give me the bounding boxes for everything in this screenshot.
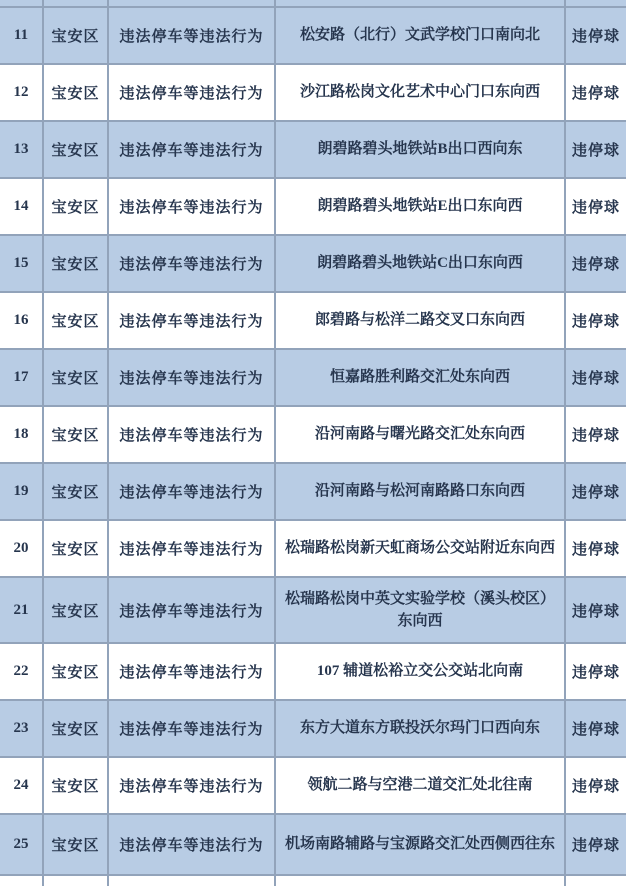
table-row xyxy=(0,121,626,178)
district-cell: 宝安区 xyxy=(43,643,108,700)
violation-type-cell: 违法停车等违法行为 xyxy=(108,700,275,757)
district-cell: 宝安区 xyxy=(43,406,108,463)
partial-cell xyxy=(565,875,626,886)
partial-cell xyxy=(275,875,565,886)
violation-type-cell: 违法停车等违法行为 xyxy=(108,349,275,406)
row-number-cell: 22 xyxy=(0,643,43,700)
row-number-cell: 24 xyxy=(0,757,43,814)
table-row xyxy=(0,463,626,520)
table-row-partial-bottom xyxy=(0,875,626,886)
location-cell: 机场南路辅路与宝源路交汇处西侧西往东 xyxy=(275,814,565,875)
district-cell: 宝安区 xyxy=(43,700,108,757)
violation-type-cell: 违法停车等违法行为 xyxy=(108,7,275,64)
district-cell: 宝安区 xyxy=(43,520,108,577)
row-number-cell: 11 xyxy=(0,7,43,64)
device-type-cell: 违停球 xyxy=(565,235,626,292)
table-row xyxy=(0,643,626,700)
table-row xyxy=(0,814,626,875)
device-type-cell: 违停球 xyxy=(565,406,626,463)
violation-type-cell: 违法停车等违法行为 xyxy=(108,178,275,235)
district-cell: 宝安区 xyxy=(43,178,108,235)
partial-cell xyxy=(108,875,275,886)
location-cell: 沿河南路与松河南路路口东向西 xyxy=(275,463,565,520)
violation-type-cell: 违法停车等违法行为 xyxy=(108,463,275,520)
location-cell: 松瑞路松岗中英文实验学校（溪头校区）东向西 xyxy=(275,577,565,643)
location-cell: 朗碧路碧头地铁站E出口东向西 xyxy=(275,178,565,235)
district-cell: 宝安区 xyxy=(43,64,108,121)
device-type-cell: 违停球 xyxy=(565,520,626,577)
table-row xyxy=(0,7,626,64)
device-type-cell: 违停球 xyxy=(565,700,626,757)
table-row xyxy=(0,178,626,235)
device-type-cell: 违停球 xyxy=(565,121,626,178)
district-cell: 宝安区 xyxy=(43,292,108,349)
table-row xyxy=(0,700,626,757)
district-cell: 宝安区 xyxy=(43,814,108,875)
district-cell: 宝安区 xyxy=(43,577,108,643)
row-number-cell: 19 xyxy=(0,463,43,520)
district-cell: 宝安区 xyxy=(43,757,108,814)
location-cell: 朗碧路碧头地铁站B出口西向东 xyxy=(275,121,565,178)
violation-type-cell: 违法停车等违法行为 xyxy=(108,235,275,292)
violation-type-cell: 违法停车等违法行为 xyxy=(108,643,275,700)
row-number-cell: 21 xyxy=(0,577,43,643)
row-number-cell: 12 xyxy=(0,64,43,121)
location-cell: 郎碧路与松洋二路交叉口东向西 xyxy=(275,292,565,349)
partial-cell xyxy=(108,0,275,7)
device-type-cell: 违停球 xyxy=(565,64,626,121)
device-type-cell: 违停球 xyxy=(565,814,626,875)
table-row xyxy=(0,757,626,814)
device-type-cell: 违停球 xyxy=(565,292,626,349)
row-number-cell: 16 xyxy=(0,292,43,349)
table-row xyxy=(0,235,626,292)
table-row xyxy=(0,349,626,406)
location-cell: 恒嘉路胜利路交汇处东向西 xyxy=(275,349,565,406)
violation-type-cell: 违法停车等违法行为 xyxy=(108,292,275,349)
device-type-cell: 违停球 xyxy=(565,463,626,520)
table-row xyxy=(0,406,626,463)
device-type-cell: 违停球 xyxy=(565,577,626,643)
district-cell: 宝安区 xyxy=(43,235,108,292)
device-type-cell: 违停球 xyxy=(565,757,626,814)
violation-type-cell: 违法停车等违法行为 xyxy=(108,520,275,577)
district-cell: 宝安区 xyxy=(43,349,108,406)
district-cell: 宝安区 xyxy=(43,121,108,178)
location-cell: 朗碧路碧头地铁站C出口东向西 xyxy=(275,235,565,292)
device-type-cell: 违停球 xyxy=(565,349,626,406)
device-type-cell: 违停球 xyxy=(565,7,626,64)
location-cell: 领航二路与空港二道交汇处北往南 xyxy=(275,757,565,814)
location-cell: 沙江路松岗文化艺术中心门口东向西 xyxy=(275,64,565,121)
table-row xyxy=(0,292,626,349)
partial-cell xyxy=(43,875,108,886)
row-number-cell: 23 xyxy=(0,700,43,757)
partial-cell xyxy=(43,0,108,7)
row-number-cell: 20 xyxy=(0,520,43,577)
partial-cell xyxy=(0,0,43,7)
violation-type-cell: 违法停车等违法行为 xyxy=(108,406,275,463)
row-number-cell: 13 xyxy=(0,121,43,178)
table-row xyxy=(0,64,626,121)
location-cell: 松安路（北行）文武学校门口南向北 xyxy=(275,7,565,64)
violation-type-cell: 违法停车等违法行为 xyxy=(108,757,275,814)
row-number-cell: 14 xyxy=(0,178,43,235)
partial-cell xyxy=(275,0,565,7)
row-number-cell: 18 xyxy=(0,406,43,463)
location-cell: 107 辅道松裕立交公交站北向南 xyxy=(275,643,565,700)
partial-cell xyxy=(0,875,43,886)
row-number-cell: 17 xyxy=(0,349,43,406)
table-row xyxy=(0,520,626,577)
row-number-cell: 25 xyxy=(0,814,43,875)
partial-cell xyxy=(565,0,626,7)
table-row-partial-top xyxy=(0,0,626,7)
violation-type-cell: 违法停车等违法行为 xyxy=(108,577,275,643)
location-cell: 松瑞路松岗新天虹商场公交站附近东向西 xyxy=(275,520,565,577)
violation-type-cell: 违法停车等违法行为 xyxy=(108,64,275,121)
row-number-cell: 15 xyxy=(0,235,43,292)
location-cell: 东方大道东方联投沃尔玛门口西向东 xyxy=(275,700,565,757)
district-cell: 宝安区 xyxy=(43,463,108,520)
table-row xyxy=(0,577,626,643)
device-type-cell: 违停球 xyxy=(565,178,626,235)
device-type-cell: 违停球 xyxy=(565,643,626,700)
location-cell: 沿河南路与曙光路交汇处东向西 xyxy=(275,406,565,463)
district-cell: 宝安区 xyxy=(43,7,108,64)
violation-type-cell: 违法停车等违法行为 xyxy=(108,814,275,875)
violation-type-cell: 违法停车等违法行为 xyxy=(108,121,275,178)
